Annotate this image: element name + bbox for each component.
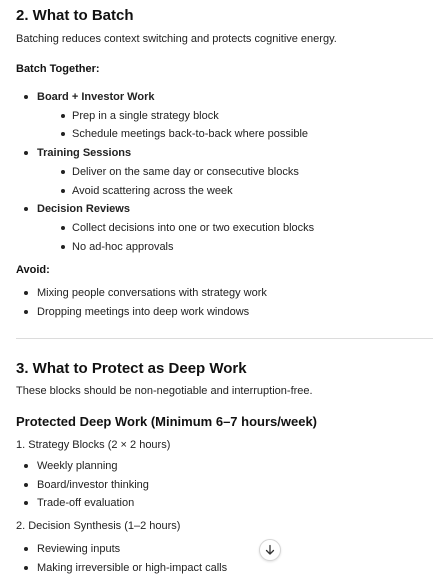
sub-list — [37, 219, 314, 256]
batch-list — [22, 88, 314, 256]
list-item: No ad-hoc approvals — [59, 238, 314, 257]
list-item: Trade-off evaluation — [22, 494, 149, 513]
list-item — [22, 144, 314, 200]
sub-list — [37, 163, 314, 200]
list-item: Deliver on the same day or consecutive blocks — [59, 163, 314, 182]
strategy-blocks-label: 1. Strategy Blocks (2 × 2 hours) — [16, 439, 171, 451]
list-item-label: Training Sessions — [37, 147, 132, 160]
decision-synthesis-list — [22, 540, 227, 577]
list-item — [22, 88, 314, 144]
list-item: Making irreversible or high-impact calls — [22, 559, 227, 578]
list-item: Collect decisions into one or two execution blocks — [59, 219, 314, 238]
scroll-to-bottom-button[interactable] — [259, 539, 281, 561]
decision-synthesis-label: 2. Decision Synthesis (1–2 hours) — [16, 520, 181, 532]
avoid-label: Avoid: — [16, 264, 50, 276]
sub-list — [37, 107, 314, 144]
protected-deep-work-subheading: Protected Deep Work (Minimum 6–7 hours/week) — [16, 414, 317, 429]
list-item: Board/investor thinking — [22, 476, 149, 495]
list-item-label: Board + Investor Work — [37, 91, 155, 103]
section-heading-what-to-batch: 2. What to Batch — [16, 7, 134, 24]
avoid-list — [22, 284, 267, 321]
strategy-blocks-list — [22, 457, 149, 513]
list-item: Weekly planning — [22, 457, 149, 476]
section-intro: These blocks should be non-negotiable and interruption-free. — [16, 385, 313, 397]
list-item — [22, 200, 314, 256]
section-heading-deep-work: 3. What to Protect as Deep Work — [16, 360, 247, 377]
list-item: Prep in a single strategy block — [59, 107, 314, 126]
list-item: Reviewing inputs — [22, 540, 227, 559]
arrow-down-icon — [264, 544, 276, 556]
list-item: Dropping meetings into deep work windows — [22, 303, 267, 322]
list-item: Avoid scattering across the week — [59, 182, 314, 201]
list-item: Mixing people conversations with strategy work — [22, 284, 267, 303]
list-item: Schedule meetings back-to-back where possible — [59, 125, 314, 144]
batch-together-label: Batch Together: — [16, 63, 100, 75]
section-intro: Batching reduces context switching and protects cognitive energy. — [16, 33, 337, 45]
section-divider — [16, 338, 433, 339]
list-item-label: Decision Reviews — [37, 203, 130, 216]
